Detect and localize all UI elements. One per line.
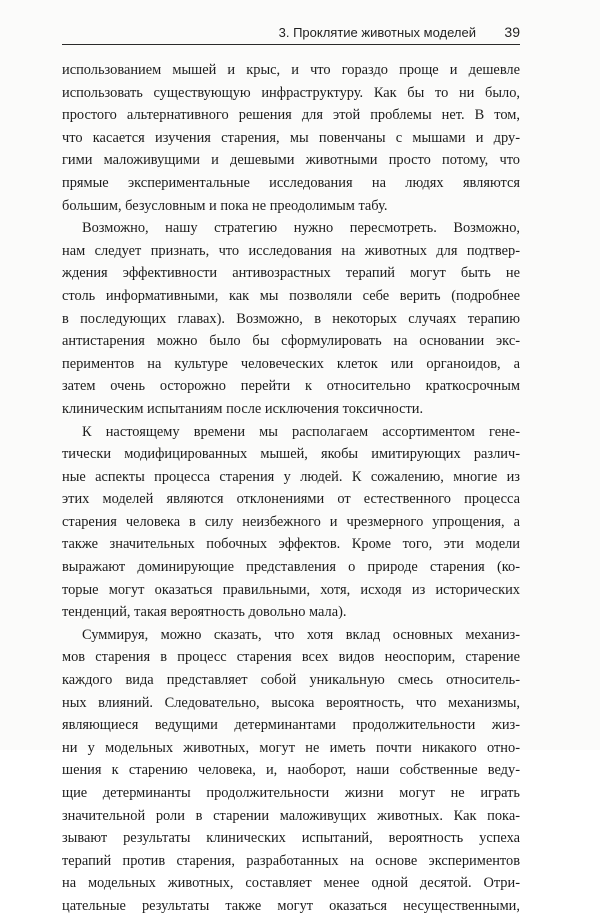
text-line: гими маложивущими и дешевыми животными просто потому, что: [62, 152, 520, 169]
text-line: большим, безусловным и пока не преодолимым табу.: [62, 197, 388, 214]
text-line: шения к старению человека, и, наоборот, наши собственные веду-: [62, 762, 520, 779]
text-line: в последующих главах). Возможно, в некоторых случаях терапию: [62, 310, 520, 327]
text-line: зывают результаты клинических испытаний, вероятность успеха: [62, 830, 520, 847]
text-line: тенденций, такая вероятность довольно мала).: [62, 604, 347, 621]
text-line: использовать существующую инфраструктуру. Как бы то ни было,: [62, 84, 520, 101]
text-line: антистарения можно было бы сформулировать на основании экс-: [62, 333, 520, 350]
text-line: что касается изучения старения, мы повенчаны с мышами и дру-: [62, 129, 520, 146]
text-line: этих моделей являются отклонениями от естественного процесса: [62, 491, 520, 508]
text-line: щие детерминанты продолжительности жизни могут не играть: [62, 785, 520, 801]
running-header: [62, 22, 520, 45]
text-line: на модельных животных, составляет менее одной десятой. Отри-: [62, 875, 520, 892]
text-line: ни у модельных животных, могут не иметь почти никакого отно-: [62, 739, 520, 756]
text-line: К настоящему времени мы располагаем ассортиментом гене-: [82, 423, 520, 440]
text-line: ждения эффективности антивозрастных терапий могут быть не: [62, 265, 520, 282]
text-line: Суммируя, можно сказать, что хотя вклад основных механиз-: [82, 626, 520, 643]
text-line: столь информативными, как мы позволяли себе верить (подробнее: [62, 287, 520, 304]
text-line: выражают доминирующие представления о природе старения (ко-: [62, 559, 520, 576]
text-line: мов старения в процесс старения всех видов неоспорим, старение: [62, 649, 520, 666]
text-line: торые могут оказаться правильными, хотя, исходя из исторических: [62, 581, 520, 598]
page-number: 39: [504, 24, 520, 40]
text-line: использованием мышей и крыс, и что гораздо проще и дешевле: [62, 62, 520, 78]
text-line: нам следует признать, что исследования на животных для подтвер-: [62, 242, 520, 259]
text-line: ные аспекты процесса старения у людей. К сожалению, многие из: [62, 468, 520, 485]
chapter-title: 3. Проклятие животных моделей: [278, 25, 476, 40]
text-line: терапий против старения, разработанных на основе экспериментов: [62, 852, 520, 869]
text-line: цательные результаты также могут оказаться несущественными,: [62, 897, 520, 914]
body-text: [62, 59, 520, 918]
text-line: каждого вида представляет собой уникальную смесь относитель-: [62, 672, 520, 689]
text-line: ных влияний. Следовательно, высока вероятность, что механизмы,: [62, 694, 520, 711]
text-line: являющиеся ведущими детерминантами продолжительности жиз-: [62, 717, 520, 734]
text-line: периментов на культуре человеческих клеток или органоидов, а: [62, 355, 520, 372]
text-line: простого альтернативного решения для этой проблемы нет. В том,: [62, 107, 520, 124]
text-line: прямые экспериментальные исследования на людях являются: [62, 174, 520, 191]
text-line: Возможно, нашу стратегию нужно пересмотреть. Возможно,: [82, 220, 520, 237]
text-line: значительной роли в старении маложивущих животных. Как пока-: [62, 807, 520, 824]
text-line: клиническим испытаниям после исключения токсичности.: [62, 400, 424, 417]
text-line: затем очень осторожно перейти к относительно краткосрочным: [62, 378, 520, 395]
text-line: тически модифицированных мышей, якобы имитирующих различ-: [62, 446, 520, 463]
text-line: также значительных побочных эффектов. Кроме того, эти модели: [62, 536, 520, 553]
text-line: старения человека в силу неизбежного и чрезмерного упрощения, а: [62, 513, 520, 530]
